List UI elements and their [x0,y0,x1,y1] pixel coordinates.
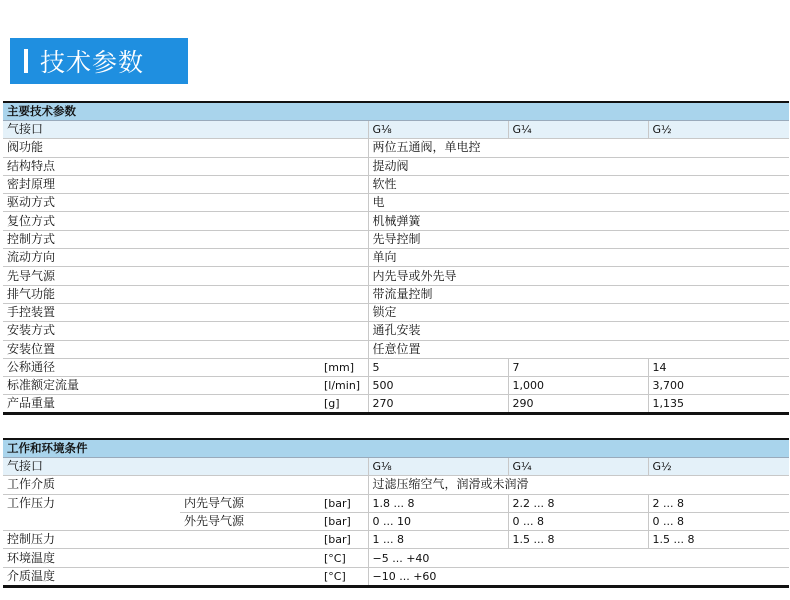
row-value: 1 ... 8 [368,531,508,549]
port-size: G½ [648,458,789,476]
table-header: 工作和环境条件 [3,439,789,458]
row-value: −10 ... +60 [368,567,789,586]
table-row [3,340,789,358]
row-unit: [l/min] [320,377,368,395]
port-size: G¼ [508,458,648,476]
row-label: 流动方向 [3,249,368,267]
table-row [3,230,789,248]
row-label: 阀功能 [3,139,368,157]
section-title [10,38,188,84]
table-row [3,358,789,376]
row-value: 单向 [368,249,789,267]
row-value: 0 ... 8 [508,512,648,530]
row-unit: [°C] [320,567,368,586]
row-label-empty [3,512,180,530]
main-spec-table [3,101,789,415]
row-value: 2.2 ... 8 [508,494,648,512]
row-value: 通孔安装 [368,322,789,340]
row-label: 环境温度 [3,549,320,567]
row-value: 1.8 ... 8 [368,494,508,512]
row-value: 270 [368,395,508,414]
row-label: 安装方式 [3,322,368,340]
row-value: 3,700 [648,377,789,395]
table-row [3,249,789,267]
row-value: 14 [648,358,789,376]
row-value: 内先导或外先导 [368,267,789,285]
port-size: G⅛ [368,458,508,476]
table-row [3,476,789,494]
table-header-row [3,102,789,121]
row-unit: [bar] [320,531,368,549]
row-label: 安装位置 [3,340,368,358]
row-value: 1.5 ... 8 [508,531,648,549]
row-value: 1,000 [508,377,648,395]
table-row [3,303,789,321]
row-unit: [°C] [320,549,368,567]
row-label: 密封原理 [3,175,368,193]
table-row [3,395,789,414]
table-row [3,531,789,549]
row-label: 工作压力 [7,495,56,510]
row-label: 控制方式 [3,230,368,248]
row-label: 驱动方式 [3,194,368,212]
row-label: 手控装置 [3,303,368,321]
row-value: 锁定 [368,303,789,321]
port-label: 气接口 [3,121,368,139]
row-unit: [bar] [320,494,368,512]
row-label: 控制压力 [3,531,320,549]
port-size: G½ [648,121,789,139]
row-unit: [g] [320,395,368,414]
row-value: 5 [368,358,508,376]
row-value: 带流量控制 [368,285,789,303]
row-value: 电 [368,194,789,212]
row-value: 过滤压缩空气，润滑或未润滑 [368,476,789,494]
table-row [3,494,789,512]
table-header-row [3,439,789,458]
row-value: 2 ... 8 [648,494,789,512]
table-header: 主要技术参数 [3,102,789,121]
row-value: 软性 [368,175,789,193]
table-row [3,377,789,395]
row-sublabel: 外先导气源 [180,512,320,530]
row-value: 1,135 [648,395,789,414]
row-label: 标准额定流量 [3,377,320,395]
row-label: 公称通径 [3,358,320,376]
row-label: 产品重量 [3,395,320,414]
row-value: 290 [508,395,648,414]
row-value: 0 ... 8 [648,512,789,530]
row-value: 500 [368,377,508,395]
row-value: 0 ... 10 [368,512,508,530]
row-value: −5 ... +40 [368,549,789,567]
conditions-table [3,438,789,588]
table-row [3,139,789,157]
row-label: 介质温度 [3,567,320,586]
row-label: 复位方式 [3,212,368,230]
table-row [3,285,789,303]
table-row [3,267,789,285]
table-row [3,157,789,175]
section-title-text: 技术参数 [40,48,145,77]
row-label: 工作介质 [3,476,368,494]
row-value: 7 [508,358,648,376]
row-value: 任意位置 [368,340,789,358]
table-row [3,194,789,212]
port-row [3,121,789,139]
row-value: 机械弹簧 [368,212,789,230]
port-size: G⅛ [368,121,508,139]
table-row [3,549,789,567]
row-label: 排气功能 [3,285,368,303]
row-value: 先导控制 [368,230,789,248]
row-value: 提动阀 [368,157,789,175]
row-label: 结构特点 [3,157,368,175]
table-row [3,567,789,586]
row-label: 先导气源 [3,267,368,285]
port-row [3,458,789,476]
table-row [3,212,789,230]
row-unit: [bar] [320,512,368,530]
row-value: 1.5 ... 8 [648,531,789,549]
port-size: G¼ [508,121,648,139]
row-value: 两位五通阀，单电控 [368,139,789,157]
row-sublabel: 内先导气源 [180,494,320,512]
table-row [3,175,789,193]
port-label: 气接口 [3,458,368,476]
title-accent-bar [24,49,28,73]
table-row [3,512,789,530]
row-unit: [mm] [320,358,368,376]
table-row [3,322,789,340]
